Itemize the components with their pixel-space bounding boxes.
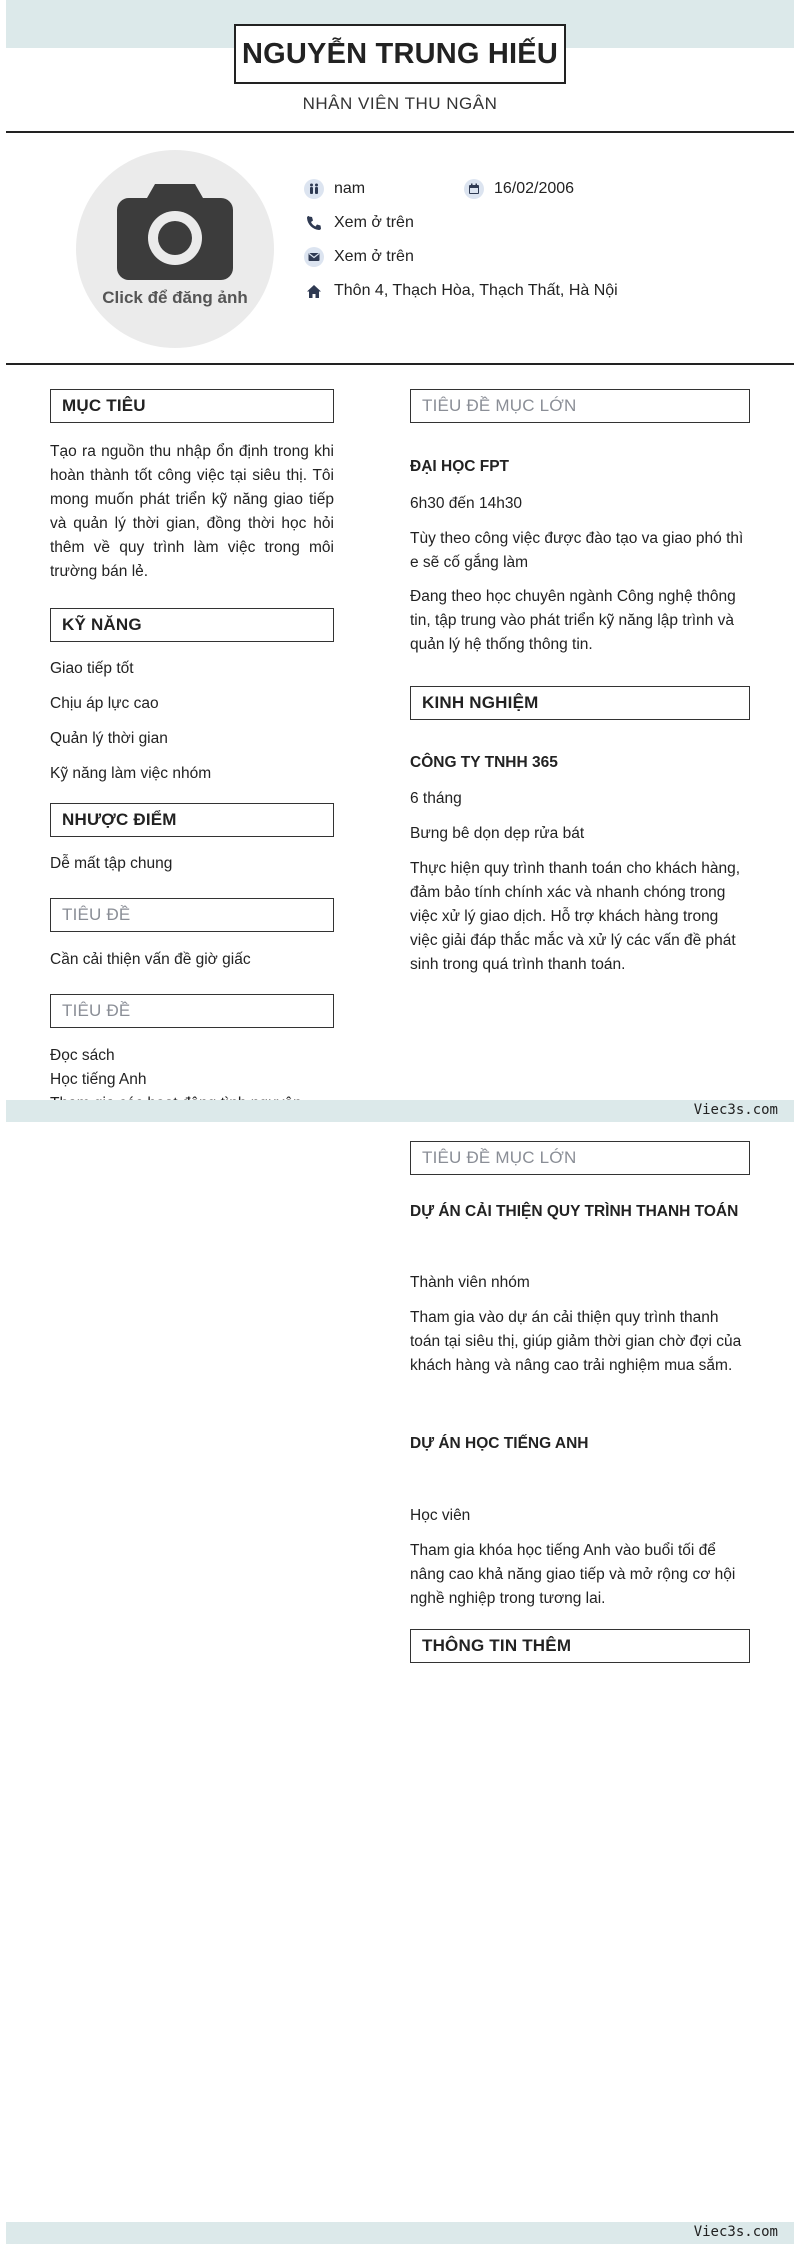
projects-heading[interactable]: [410, 1141, 750, 1175]
hobby-item[interactable]: Học tiếng Anh: [50, 1071, 147, 1088]
experience-desc[interactable]: Thực hiện quy trình thanh toán cho khách hàng, đảm bảo tính chính xác và nhanh chóng trong việc xử lý giao dịch. Hỗ trợ khách hàng trong việc giải đáp thắc mắc và xử lý các vấn đề phát sinh trong quá trình thanh toán.: [410, 860, 741, 973]
project-1-name[interactable]: DỰ ÁN CẢI THIỆN QUY TRÌNH THANH TOÁN: [410, 1203, 739, 1220]
education-title: TIÊU ĐỀ MỤC LỚN: [422, 396, 577, 415]
job-title[interactable]: NHÂN VIÊN THU NGÂN: [302, 94, 498, 113]
education-time[interactable]: 6h30 đến 14h30: [410, 495, 523, 512]
project-2-desc[interactable]: Tham gia khóa học tiếng Anh vào buổi tối để nâng cao khả năng giao tiếp và mở rộng cơ hội nghề nghiệp trong tương lai.: [410, 1542, 736, 1607]
education-desc-2[interactable]: Đang theo học chuyên ngành Công nghệ thông tin, tập trung vào phát triển kỹ năng lập trình và quản lý hệ thống thông tin.: [410, 588, 736, 653]
project-1-role[interactable]: Thành viên nhóm: [410, 1274, 530, 1291]
school-name[interactable]: ĐẠI HỌC FPT: [410, 458, 510, 475]
full-name: NGUYỄN TRUNG HIẾU: [242, 37, 558, 70]
weakness-text[interactable]: Dễ mất tập chung: [50, 855, 173, 872]
extra-info-heading[interactable]: [410, 1629, 750, 1663]
phone-icon: [304, 213, 324, 233]
skills-heading[interactable]: [50, 608, 334, 642]
camera-icon: [115, 178, 235, 282]
phone-value[interactable]: Xem ở trên: [334, 214, 414, 231]
weakness-heading[interactable]: [50, 803, 334, 837]
email-icon: [304, 247, 324, 267]
home-icon: [304, 281, 324, 301]
footer-brand-1: Viec3s.com: [693, 1102, 778, 1118]
objective-heading[interactable]: [50, 389, 334, 423]
hobby-item[interactable]: Đọc sách: [50, 1047, 115, 1064]
gender-icon: [304, 179, 324, 199]
custom-heading-2[interactable]: [50, 994, 334, 1028]
experience-role[interactable]: Bưng bê dọn dẹp rửa bát: [410, 825, 585, 842]
skills-title: KỸ NĂNG: [62, 615, 142, 634]
education-desc-1[interactable]: Tùy theo công việc được đào tạo va giao phó thì e sẽ cố gắng làm: [410, 530, 744, 571]
custom-text-1[interactable]: Cần cải thiện vấn đề giờ giấc: [50, 951, 251, 968]
email-value[interactable]: Xem ở trên: [334, 248, 414, 265]
skill-item[interactable]: Quản lý thời gian: [50, 730, 168, 747]
birthdate-value[interactable]: 16/02/2006: [494, 180, 575, 197]
upload-photo-label[interactable]: Click để đăng ảnh: [102, 288, 248, 307]
divider-bottom: [6, 363, 794, 365]
objective-text[interactable]: Tạo ra nguồn thu nhập ổn định trong khi hoàn thành tốt công việc tại siêu thị. Tôi mong muốn phát triển kỹ năng giao tiếp và quản lý thời gian, đồng thời học hỏi thêm về quy trình làm việc trong môi trường bán lẻ.: [50, 443, 334, 580]
skill-item[interactable]: Chịu áp lực cao: [50, 695, 159, 712]
project-1-desc[interactable]: Tham gia vào dự án cải thiện quy trình thanh toán tại siêu thị, giúp giảm thời gian chờ đợi của khách hàng và nâng cao trải nghiệm mua sắm.: [410, 1309, 742, 1374]
gender-value[interactable]: nam: [334, 180, 366, 197]
custom-title-2: TIÊU ĐỀ: [62, 1001, 131, 1020]
weakness-title: NHƯỢC ĐIỂM: [62, 810, 177, 829]
experience-duration[interactable]: 6 tháng: [410, 790, 462, 807]
experience-heading[interactable]: [410, 686, 750, 720]
projects-title: TIÊU ĐỀ MỤC LỚN: [422, 1148, 577, 1167]
divider-top: [6, 131, 794, 133]
experience-title: KINH NGHIỆM: [422, 693, 539, 712]
name-box[interactable]: [234, 24, 566, 84]
objective-title: MỤC TIÊU: [62, 396, 146, 415]
project-2-role[interactable]: Học viên: [410, 1507, 471, 1524]
custom-heading-1[interactable]: [50, 898, 334, 932]
extra-info-title: THÔNG TIN THÊM: [422, 1636, 572, 1655]
footer-band-1: [6, 1100, 794, 1122]
hobby-list: [50, 1044, 350, 1100]
project-2-name[interactable]: DỰ ÁN HỌC TIẾNG ANH: [410, 1435, 589, 1452]
company-name[interactable]: CÔNG TY TNHH 365: [410, 754, 558, 771]
calendar-icon: [464, 179, 484, 199]
education-heading[interactable]: [410, 389, 750, 423]
footer-brand-2: Viec3s.com: [693, 2224, 778, 2240]
custom-title-1: TIÊU ĐỀ: [62, 905, 131, 924]
footer-band-2: [6, 2222, 794, 2244]
address-value[interactable]: Thôn 4, Thạch Hòa, Thạch Thất, Hà Nội: [334, 282, 618, 299]
skill-item[interactable]: Kỹ năng làm việc nhóm: [50, 765, 212, 782]
skill-item[interactable]: Giao tiếp tốt: [50, 660, 134, 677]
